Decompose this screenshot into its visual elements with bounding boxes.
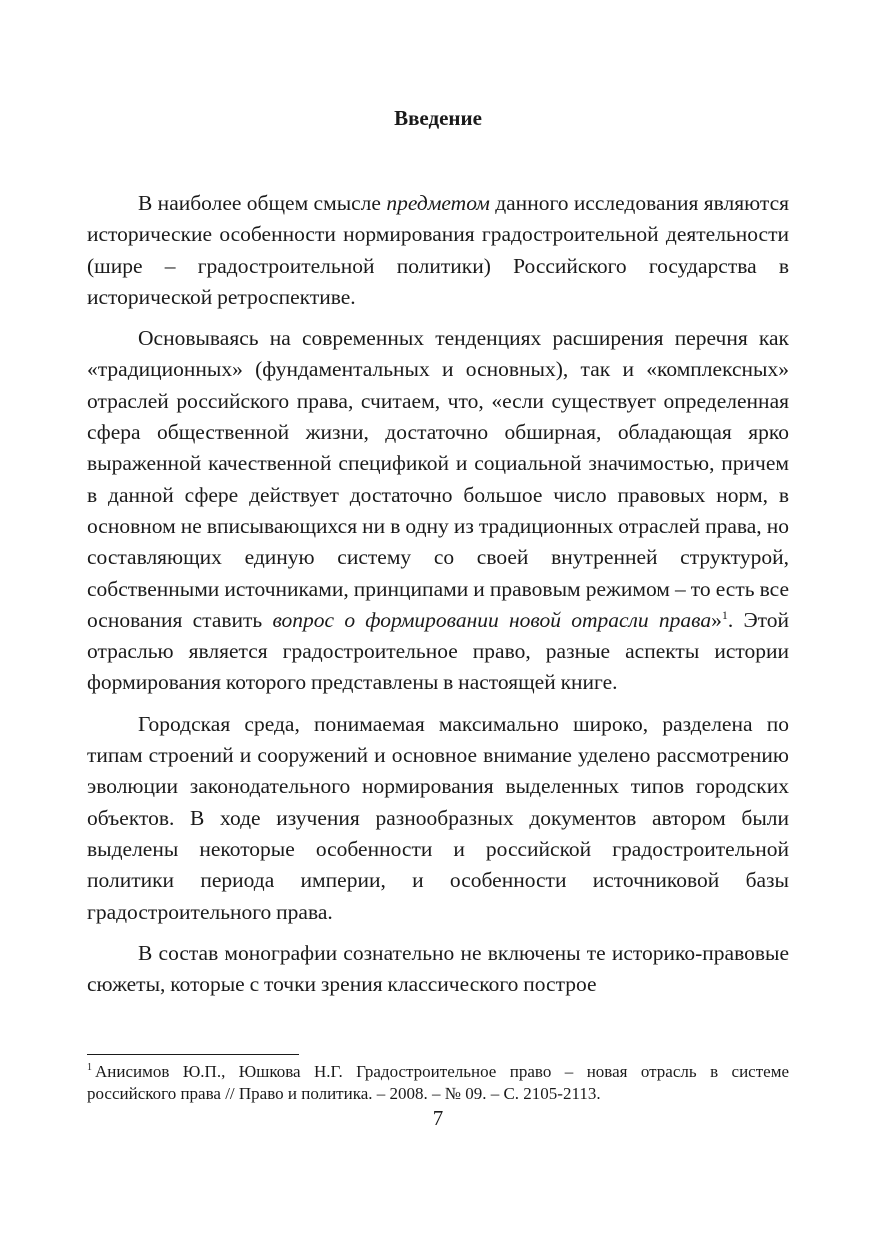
footnote-marker: 1 bbox=[87, 1062, 92, 1074]
paragraph-1-text-end: данного исследования являются исторические особенности нормирования градостроительной деятельности (шире – градостроительной политики) Российского государства в исторической ретроспективе. bbox=[87, 191, 789, 309]
paragraph-4: В состав монографии сознательно не включены те историко-правовые сюжеты, которые с точки зрения классического построе bbox=[87, 940, 789, 997]
paragraph-1 bbox=[87, 188, 789, 313]
paragraph-2-text-start: Основываясь на современных тенденциях расширения перечня как «традиционных» (фундаментальных и основных), так и «комплексных» отраслей российского права, считаем, что, «если существует определенная сфера общественной жизни, достаточно обширная, обладающая ярко выраженной качественной спецификой и социальной значимостью, причем в данной сфере действует достаточно большое число правовых норм, в основном не вписывающихся ни в одну из традиционных отраслей права, но составляющих единую систему со своей внутренней структурой, собственными источниками, принципами и правовым режимом – то есть все основания ставить bbox=[87, 326, 789, 632]
paragraph-2-closing-quote: » bbox=[711, 607, 722, 632]
page-title: Введение bbox=[394, 106, 482, 130]
body-text bbox=[87, 188, 789, 1010]
paragraph-1-text-start: В наиболее общем смысле bbox=[138, 191, 387, 215]
paragraph-3: Городская среда, понимаемая максимально широко, разделена по типам строений и сооружений и основное внимание уделено рассмотрению эволюции законодательного нормирования выделенных типов городских объектов. В ходе изучения разнообразных документов автором были выделены некоторые особенности и российской градостроительной политики периода империи, и особенности источниковой базы градостроительного права. bbox=[87, 711, 789, 924]
footnote-divider bbox=[87, 1054, 299, 1055]
paragraph-1-emphasis: предметом bbox=[386, 191, 490, 215]
footnote-reference[interactable]: 1 bbox=[721, 607, 728, 622]
footnote bbox=[87, 1061, 789, 1105]
footnote-text: Анисимов Ю.П., Юшкова Н.Г. Градостроительное право – новая отрасль в системе российского права // Право и политика. – 2008. – № 09. – С. 2105-2113. bbox=[87, 1062, 789, 1103]
page-number: 7 bbox=[432, 1106, 444, 1130]
paragraph-2-text-end: . Этой отраслью является градостроительное право, разные аспекты истории формирования которого представлены в настоящей книге. bbox=[87, 607, 790, 695]
paragraph-2 bbox=[87, 323, 789, 699]
paragraph-2-emphasis: вопрос о формировании новой отрасли права bbox=[272, 607, 712, 632]
